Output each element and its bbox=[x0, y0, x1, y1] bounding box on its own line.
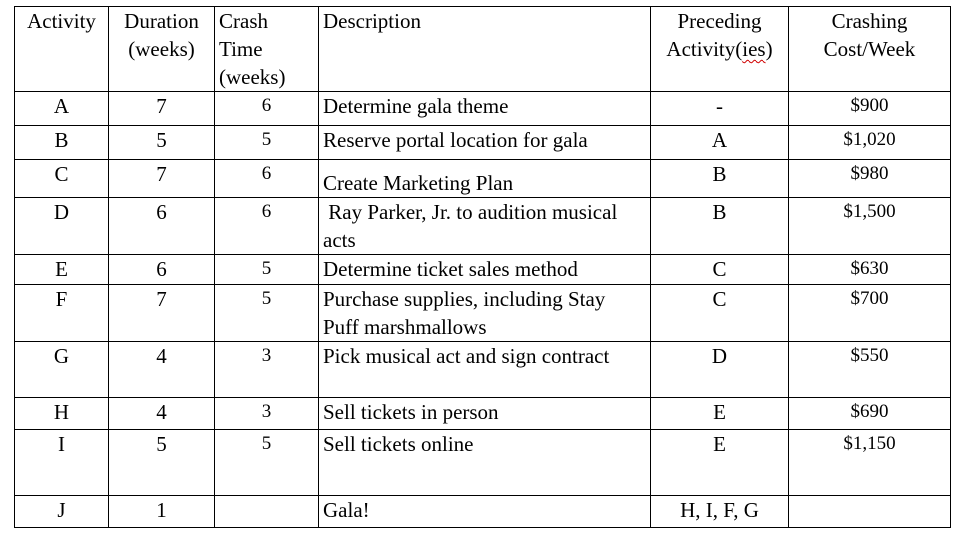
cell-duration: 5 bbox=[109, 430, 215, 496]
cell-crashing-cost: $690 bbox=[789, 398, 951, 430]
cell-activity: F bbox=[15, 285, 109, 342]
cell-duration: 1 bbox=[109, 496, 215, 528]
cell-description: Gala! bbox=[319, 496, 651, 528]
cell-activity: E bbox=[15, 255, 109, 285]
cell-crashing-cost: $1,150 bbox=[789, 430, 951, 496]
cell-crash-time: 5 bbox=[215, 430, 319, 496]
table-row bbox=[15, 285, 951, 342]
header-duration: Duration (weeks) bbox=[109, 7, 215, 92]
header-row bbox=[15, 7, 951, 92]
table-row bbox=[15, 126, 951, 160]
cell-crashing-cost: $700 bbox=[789, 285, 951, 342]
table-row bbox=[15, 160, 951, 198]
cell-crash-time: 5 bbox=[215, 255, 319, 285]
table-row bbox=[15, 398, 951, 430]
header-preceding-line1: Preceding bbox=[677, 9, 762, 33]
cell-preceding: A bbox=[651, 126, 789, 160]
cell-crashing-cost: $980 bbox=[789, 160, 951, 198]
cell-crash-time: 3 bbox=[215, 398, 319, 430]
header-preceding-spellcheck: ies bbox=[742, 37, 766, 61]
table-row bbox=[15, 255, 951, 285]
cell-preceding: E bbox=[651, 398, 789, 430]
cell-duration: 6 bbox=[109, 198, 215, 255]
cell-preceding: C bbox=[651, 255, 789, 285]
cell-description: Determine gala theme bbox=[319, 92, 651, 126]
header-activity: Activity bbox=[15, 7, 109, 92]
cell-preceding: B bbox=[651, 198, 789, 255]
cell-crashing-cost bbox=[789, 496, 951, 528]
cell-description: Purchase supplies, including Stay Puff marshmallows bbox=[319, 285, 651, 342]
cell-description: Determine ticket sales method bbox=[319, 255, 651, 285]
cell-preceding: D bbox=[651, 342, 789, 398]
cell-crash-time: 6 bbox=[215, 198, 319, 255]
cell-duration: 5 bbox=[109, 126, 215, 160]
cell-preceding: - bbox=[651, 92, 789, 126]
cell-activity: B bbox=[15, 126, 109, 160]
activity-table bbox=[14, 6, 951, 528]
cell-activity: I bbox=[15, 430, 109, 496]
cell-preceding: C bbox=[651, 285, 789, 342]
cell-crashing-cost: $900 bbox=[789, 92, 951, 126]
table-row bbox=[15, 342, 951, 398]
cell-crash-time: 6 bbox=[215, 160, 319, 198]
header-description: Description bbox=[319, 7, 651, 92]
cell-description: Sell tickets online bbox=[319, 430, 651, 496]
cell-preceding: H, I, F, G bbox=[651, 496, 789, 528]
cell-crashing-cost: $1,020 bbox=[789, 126, 951, 160]
header-preceding-line2a: Activity( bbox=[666, 37, 743, 61]
cell-preceding: B bbox=[651, 160, 789, 198]
cell-preceding: E bbox=[651, 430, 789, 496]
cell-description: Sell tickets in person bbox=[319, 398, 651, 430]
cell-description: Pick musical act and sign contract bbox=[319, 342, 651, 398]
header-crashing-cost: Crashing Cost/Week bbox=[789, 7, 951, 92]
header-preceding bbox=[651, 7, 789, 92]
cell-duration: 7 bbox=[109, 92, 215, 126]
cell-duration: 4 bbox=[109, 342, 215, 398]
header-crash-time: Crash Time (weeks) bbox=[215, 7, 319, 92]
cell-crash-time: 6 bbox=[215, 92, 319, 126]
cell-activity: C bbox=[15, 160, 109, 198]
cell-crashing-cost: $1,500 bbox=[789, 198, 951, 255]
cell-activity: G bbox=[15, 342, 109, 398]
cell-duration: 7 bbox=[109, 160, 215, 198]
cell-activity: A bbox=[15, 92, 109, 126]
cell-activity: H bbox=[15, 398, 109, 430]
cell-crash-time bbox=[215, 496, 319, 528]
table-row bbox=[15, 496, 951, 528]
cell-crash-time: 3 bbox=[215, 342, 319, 398]
cell-duration: 4 bbox=[109, 398, 215, 430]
table-row bbox=[15, 198, 951, 255]
cell-crashing-cost: $550 bbox=[789, 342, 951, 398]
cell-crashing-cost: $630 bbox=[789, 255, 951, 285]
cell-description: Create Marketing Plan bbox=[319, 160, 651, 198]
table-row bbox=[15, 430, 951, 496]
cell-crash-time: 5 bbox=[215, 126, 319, 160]
cell-duration: 7 bbox=[109, 285, 215, 342]
cell-description: Ray Parker, Jr. to audition musical acts bbox=[319, 198, 651, 255]
cell-duration: 6 bbox=[109, 255, 215, 285]
cell-description: Reserve portal location for gala bbox=[319, 126, 651, 160]
header-preceding-line2c: ) bbox=[765, 37, 773, 61]
cell-activity: D bbox=[15, 198, 109, 255]
cell-crash-time: 5 bbox=[215, 285, 319, 342]
table-row bbox=[15, 92, 951, 126]
cell-activity: J bbox=[15, 496, 109, 528]
